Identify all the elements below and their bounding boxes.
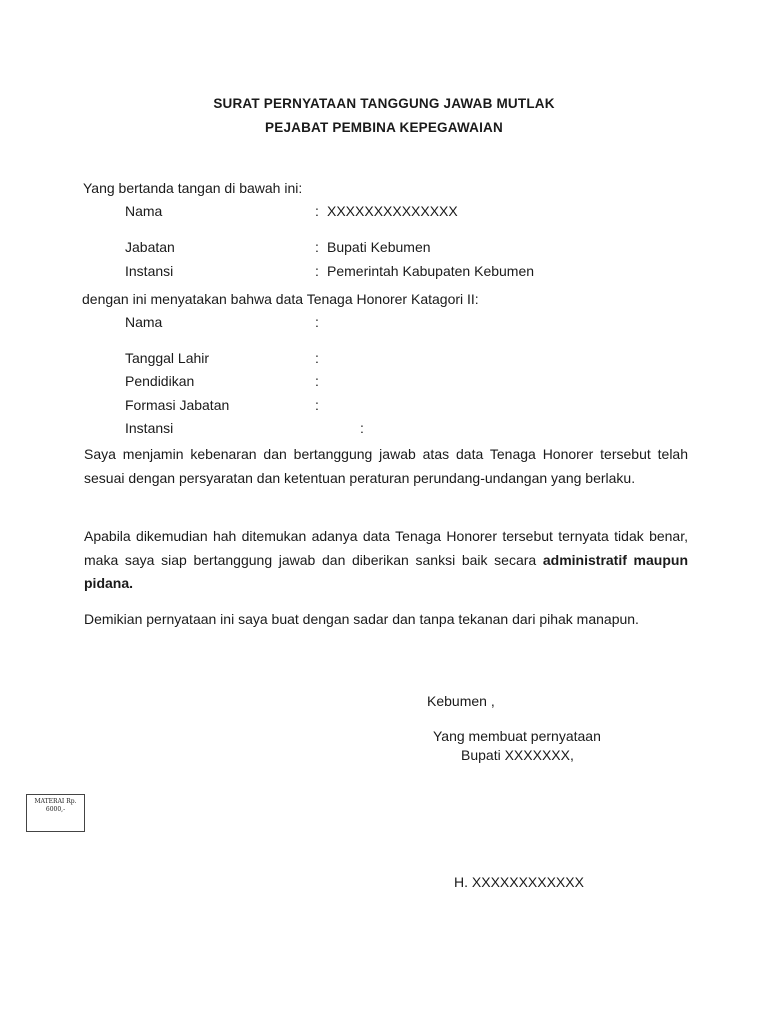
materai-stamp-box <box>26 794 85 832</box>
maker-title: Bupati XXXXXXX, <box>461 747 574 763</box>
intro-text: Yang bertanda tangan di bawah ini: <box>83 180 303 196</box>
stamp-line-1: MATERAI Rp. <box>34 798 77 805</box>
honorer-tanggal-lahir-colon: : <box>315 350 319 366</box>
signer-instansi-value: Pemerintah Kabupaten Kebumen <box>327 263 535 279</box>
honorer-pendidikan-colon: : <box>315 373 319 389</box>
paragraph-closing: Demikian pernyataan ini saya buat dengan sadar dan tanpa tekanan dari pihak manapun. <box>84 611 639 627</box>
honorer-formasi-colon: : <box>315 397 319 413</box>
signer-nama-value: XXXXXXXXXXXXXX <box>327 203 458 219</box>
maker-label: Yang membuat pernyataan <box>433 728 601 744</box>
statement-intro: dengan ini menyatakan bahwa data Tenaga Honorer Katagori II: <box>82 291 479 307</box>
honorer-instansi-label: Instansi <box>125 420 174 436</box>
document-title: SURAT PERNYATAAN TANGGUNG JAWAB MUTLAK <box>213 96 555 111</box>
honorer-tanggal-lahir-label: Tanggal Lahir <box>125 350 210 366</box>
signer-jabatan-label: Jabatan <box>125 239 175 255</box>
paragraph-guarantee: Saya menjamin kebenaran dan bertanggung jawab atas data Tenaga Honorer tersebut telah sesuai dengan persyaratan dan ketentuan peraturan perundang-undangan yang berlaku. <box>84 446 688 486</box>
signer-nama-colon: : <box>315 203 319 219</box>
signatory-name: H. XXXXXXXXXXXX <box>454 874 584 890</box>
signer-instansi-label: Instansi <box>125 263 174 279</box>
signer-jabatan-value: Bupati Kebumen <box>327 239 431 255</box>
honorer-instansi-colon: : <box>360 420 364 436</box>
honorer-pendidikan-label: Pendidikan <box>125 373 195 389</box>
paragraph-liability-text: Apabila dikemudian hah ditemukan adanya data Tenaga Honorer tersebut ternyata tidak benar, maka saya siap bertanggung jawab dan diberikan sanksi baik secara <box>84 528 688 568</box>
honorer-nama-label: Nama <box>125 314 163 330</box>
signer-jabatan-colon: : <box>315 239 319 255</box>
paragraph-liability-bold: administratif maupun pidana. <box>84 551 688 591</box>
signer-nama-label: Nama <box>125 203 163 219</box>
honorer-formasi-label: Formasi Jabatan <box>125 397 230 413</box>
honorer-nama-colon: : <box>315 314 319 330</box>
stamp-line-2: 6000,- <box>45 806 66 813</box>
paragraph-liability <box>84 525 688 596</box>
place-date: Kebumen , <box>427 693 495 709</box>
document-subtitle: PEJABAT PEMBINA KEPEGAWAIAN <box>265 120 503 135</box>
signer-instansi-colon: : <box>315 263 319 279</box>
